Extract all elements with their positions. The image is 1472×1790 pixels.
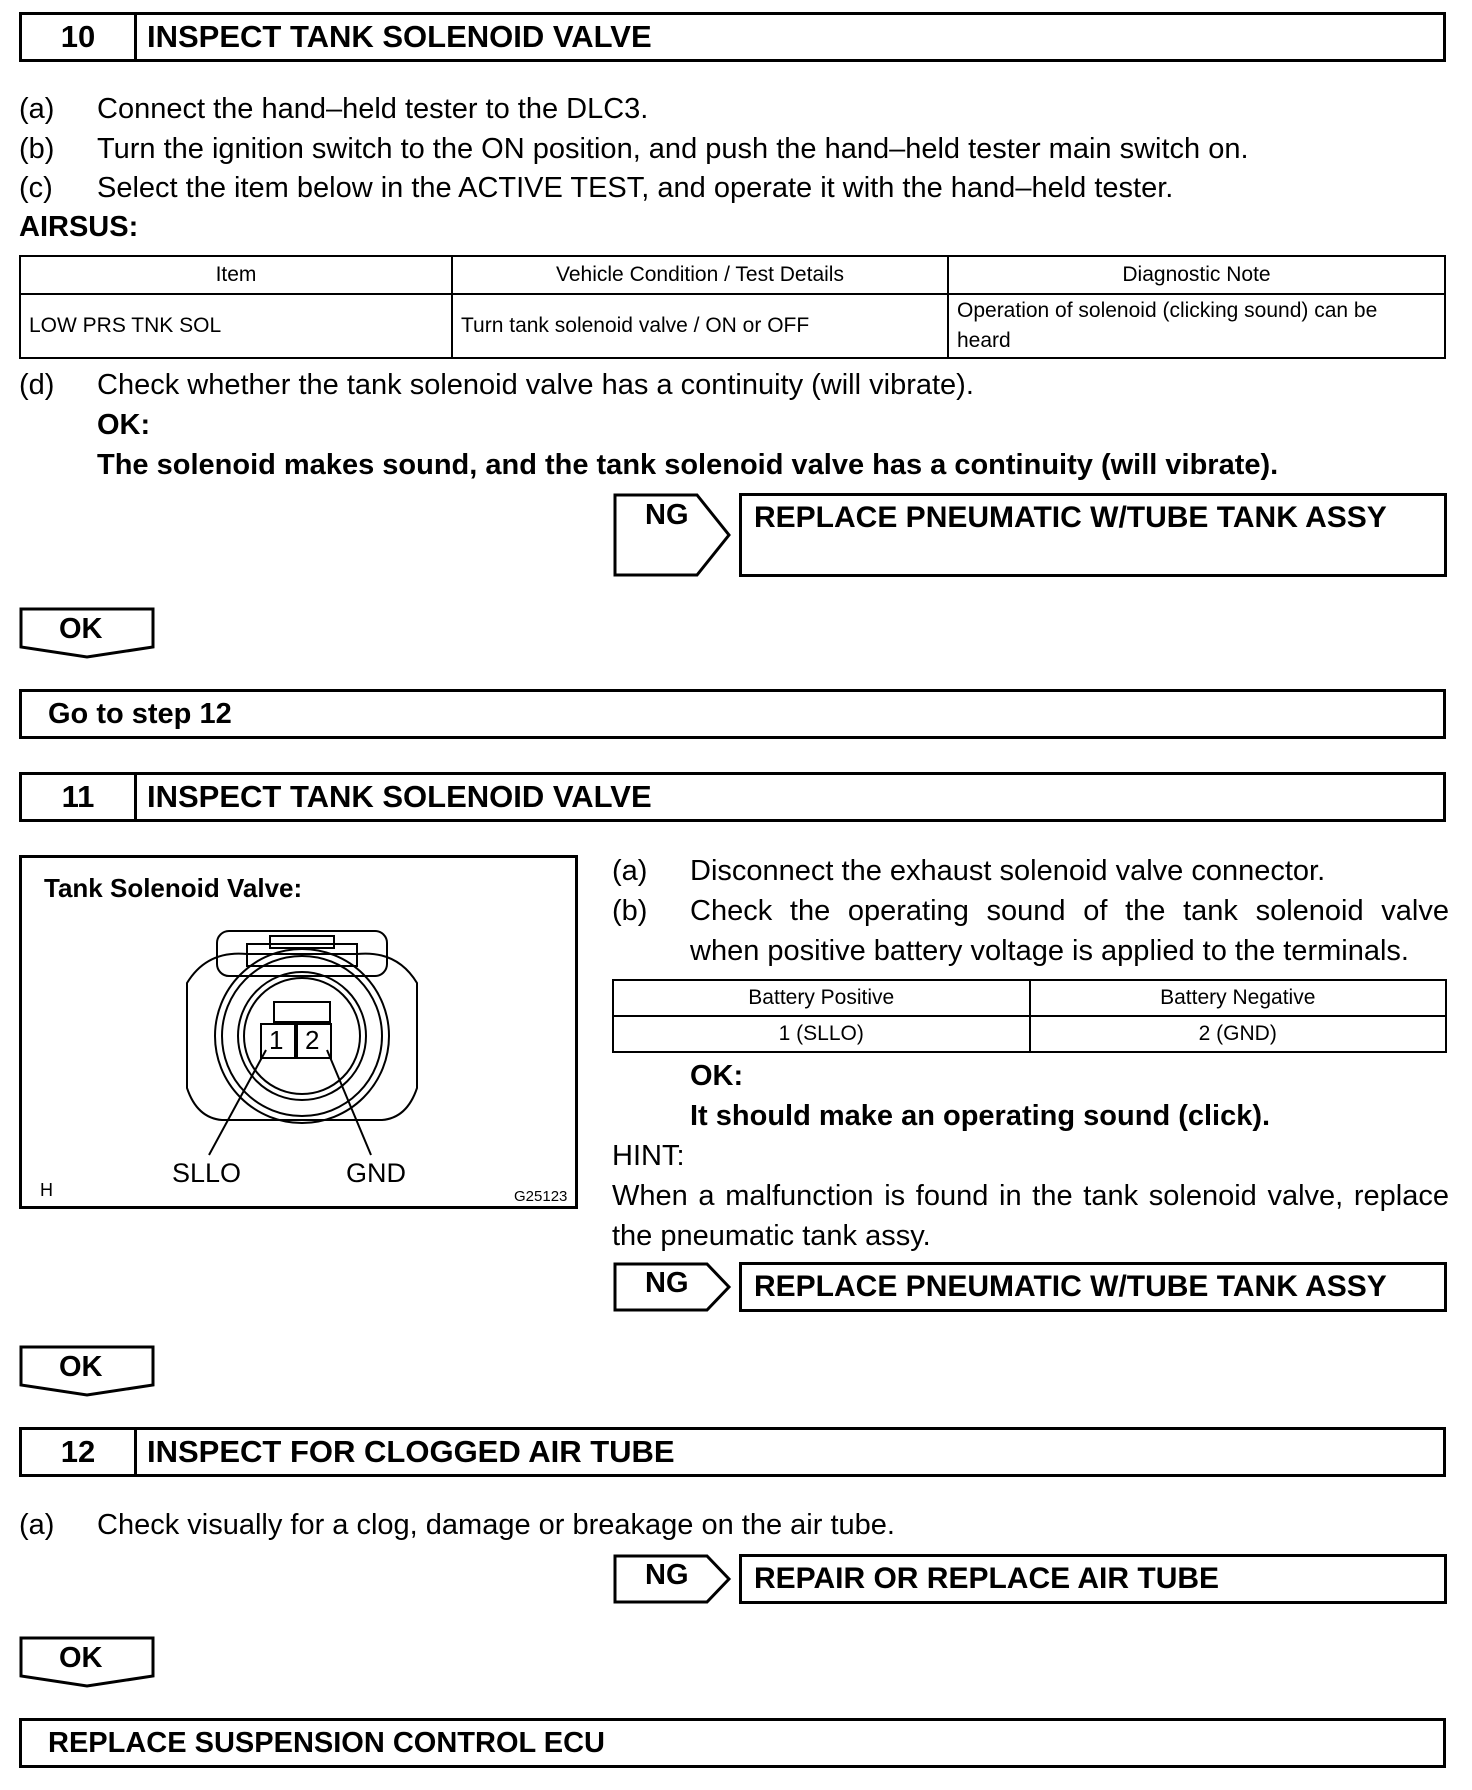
ng-action: REPAIR OR REPLACE AIR TUBE xyxy=(739,1554,1447,1604)
final-action-box: REPLACE SUSPENSION CONTROL ECU xyxy=(19,1718,1446,1768)
connector-figure xyxy=(19,855,578,1209)
step-12-header xyxy=(19,1427,1446,1477)
table-cell: 2 (GND) xyxy=(1030,1016,1447,1052)
ng-label: NG xyxy=(645,499,689,531)
goto-step-box: Go to step 12 xyxy=(19,689,1446,739)
item-text: Turn the ignition switch to the ON position, and push the hand–held tester main switch on. xyxy=(97,133,1249,165)
item-label: (c) xyxy=(19,172,53,204)
table-header-row xyxy=(613,980,1446,1016)
item-label: (a) xyxy=(612,855,648,887)
table-cell: 1 (SLLO) xyxy=(613,1016,1030,1052)
ng-label: NG xyxy=(645,1267,689,1299)
battery-table xyxy=(612,979,1447,1053)
item-text: Check the operating sound of the tank solenoid valve xyxy=(690,895,1449,927)
figure-corner-h: H xyxy=(40,1180,53,1200)
table-header-cell: Battery Positive xyxy=(613,980,1030,1016)
hint-text-cont: the pneumatic tank assy. xyxy=(612,1220,931,1252)
table-header-cell: Vehicle Condition / Test Details xyxy=(452,256,948,294)
ok-label: OK: xyxy=(690,1060,744,1092)
ng-result-box xyxy=(613,1262,1447,1312)
ng-action: REPLACE PNEUMATIC W/TUBE TANK ASSY xyxy=(739,493,1447,577)
airsus-label: AIRSUS: xyxy=(19,211,139,243)
diag-note-line-2: heard xyxy=(957,329,1011,352)
sllo-label: SLLO xyxy=(172,1158,242,1188)
step-number: 11 xyxy=(22,775,137,819)
table-row xyxy=(613,1016,1446,1052)
table-header-row xyxy=(20,256,1445,294)
table-cell: Turn tank solenoid valve / ON or OFF xyxy=(452,294,948,358)
ok-tab-label: OK xyxy=(59,1351,103,1383)
step-11-header xyxy=(19,772,1446,822)
item-label: (b) xyxy=(612,895,648,927)
table-cell: LOW PRS TNK SOL xyxy=(20,294,452,358)
figure-title: Tank Solenoid Valve: xyxy=(44,873,303,903)
ok-criteria: The solenoid makes sound, and the tank solenoid valve has a continuity (will vibrate). xyxy=(97,449,1279,481)
ok-label: OK: xyxy=(97,409,151,441)
ok-tab xyxy=(19,1636,155,1688)
figure-code: G25123 xyxy=(514,1188,568,1205)
ok-tab xyxy=(19,1345,155,1397)
step-title: INSPECT FOR CLOGGED AIR TUBE xyxy=(147,1434,675,1469)
hint-label: HINT: xyxy=(612,1140,685,1172)
ng-label: NG xyxy=(645,1559,689,1591)
item-text: Select the item below in the ACTIVE TEST, and operate it with the hand–held tester. xyxy=(97,172,1174,204)
diag-note-line-1: Operation of solenoid (clicking sound) can be xyxy=(957,299,1378,322)
item-label: (d) xyxy=(19,369,55,401)
step-number: 12 xyxy=(22,1430,137,1474)
ng-action: REPLACE PNEUMATIC W/TUBE TANK ASSY xyxy=(739,1262,1447,1312)
step-title: INSPECT TANK SOLENOID VALVE xyxy=(147,19,652,54)
item-text: Connect the hand–held tester to the DLC3. xyxy=(97,93,649,125)
step-title: INSPECT TANK SOLENOID VALVE xyxy=(147,779,652,814)
ng-result-box xyxy=(613,1554,1447,1604)
ok-criteria: It should make an operating sound (click). xyxy=(690,1100,1271,1132)
pin-2-label: 2 xyxy=(305,1025,320,1055)
item-text: Disconnect the exhaust solenoid valve connector. xyxy=(690,855,1326,887)
ng-result-box xyxy=(613,493,1447,577)
connector-diagram xyxy=(22,858,575,1206)
table-cell xyxy=(948,294,1445,358)
ok-tab xyxy=(19,607,155,659)
item-label: (a) xyxy=(19,93,55,125)
step-number: 10 xyxy=(22,15,137,59)
table-header-cell: Diagnostic Note xyxy=(948,256,1445,294)
ok-tab-label: OK xyxy=(59,1642,103,1674)
item-label: (a) xyxy=(19,1509,55,1541)
active-test-table xyxy=(19,255,1446,359)
table-header-cell: Item xyxy=(20,256,452,294)
item-text: Check visually for a clog, damage or breakage on the air tube. xyxy=(97,1509,895,1541)
item-text: Check whether the tank solenoid valve has a continuity (will vibrate). xyxy=(97,369,974,401)
ok-tab-label: OK xyxy=(59,613,103,645)
item-label: (b) xyxy=(19,133,55,165)
hint-text: When a malfunction is found in the tank solenoid valve, replace xyxy=(612,1180,1449,1212)
step-10-header xyxy=(19,12,1446,62)
instruction-b-cont: when positive battery voltage is applied to the terminals. xyxy=(690,935,1409,967)
table-header-cell: Battery Negative xyxy=(1030,980,1447,1016)
pin-1-label: 1 xyxy=(269,1025,284,1055)
table-row xyxy=(20,294,1445,358)
gnd-label: GND xyxy=(346,1158,406,1188)
